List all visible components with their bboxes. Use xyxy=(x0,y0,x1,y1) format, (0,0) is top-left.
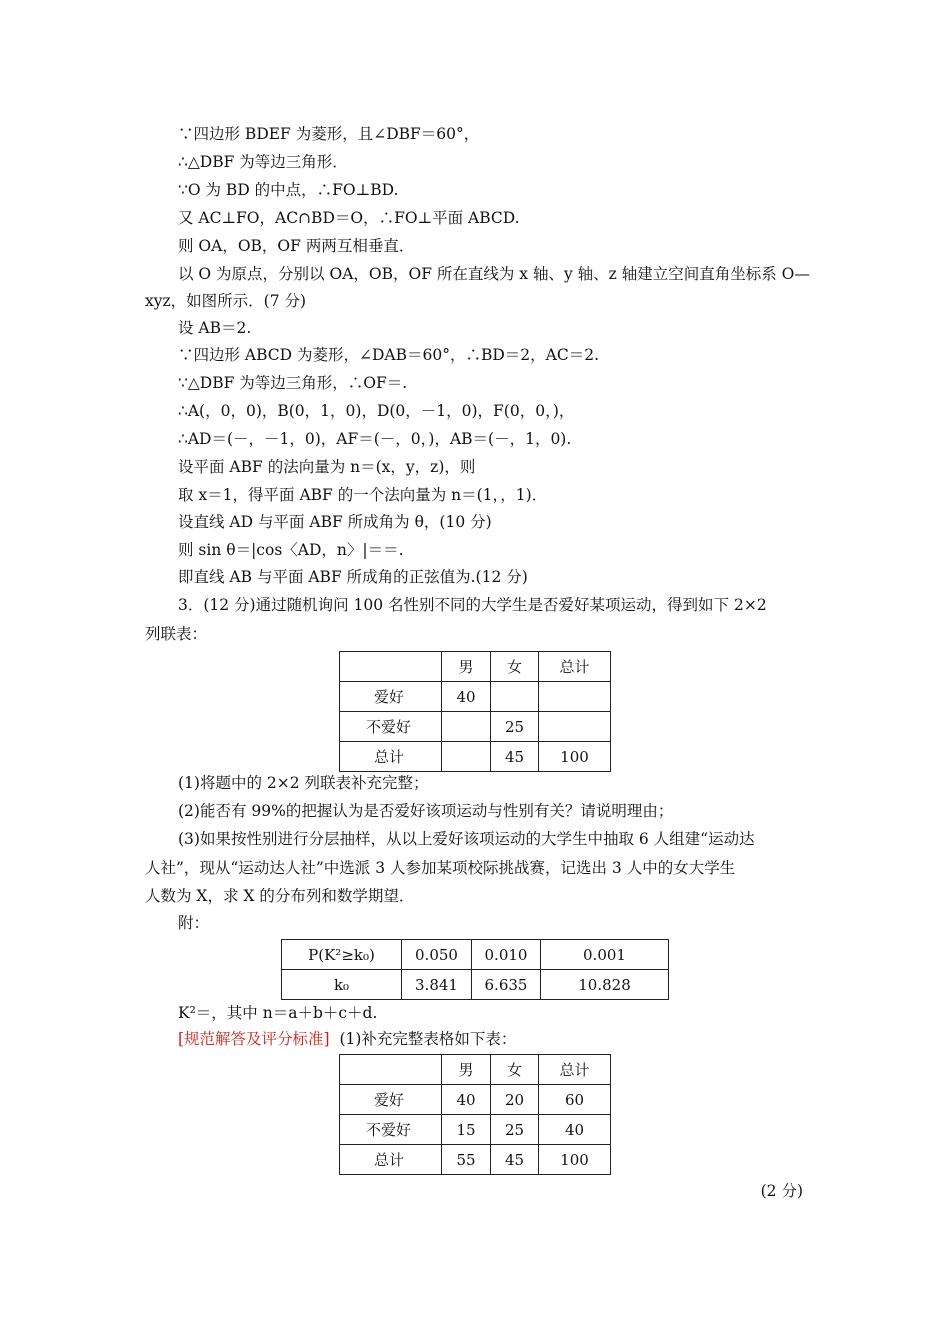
text-line: ∵O 为 BD 的中点，∴FO⊥BD. xyxy=(178,181,399,199)
table-cell: 爱好 xyxy=(340,1085,442,1115)
table-row xyxy=(340,1145,611,1175)
table-cell: 男 xyxy=(442,652,491,682)
table-cell xyxy=(442,742,491,772)
table-cell: 20 xyxy=(491,1085,539,1115)
score-note: (2 分) xyxy=(760,1182,803,1200)
table-cell xyxy=(539,712,611,742)
table-cell: 总计 xyxy=(340,742,442,772)
table-cell: P(K²≥k₀) xyxy=(282,940,402,970)
table-cell: k₀ xyxy=(282,970,402,1000)
answer-tag: [规范解答及评分标准] xyxy=(178,1030,330,1048)
table-row xyxy=(340,742,611,772)
text-line: ∴△DBF 为等边三角形． xyxy=(178,153,348,171)
text-line: ∵△DBF 为等边三角形，∴OF＝. xyxy=(178,374,408,392)
table-cell: 100 xyxy=(539,1145,611,1175)
table-row xyxy=(340,712,611,742)
answer-intro: (1)补充完整表格如下表： xyxy=(339,1030,517,1048)
table-cell: 15 xyxy=(442,1115,491,1145)
text-line: xyz，如图所示．(7 分) xyxy=(145,292,307,310)
table-cell: 总计 xyxy=(539,1055,611,1085)
table-cell: 40 xyxy=(442,1085,491,1115)
text-line: 设直线 AD 与平面 ABF 所成角为 θ，(10 分) xyxy=(178,513,492,531)
table-row xyxy=(340,1115,611,1145)
text-line: 取 x＝1，得平面 ABF 的一个法向量为 n＝(1，，1)． xyxy=(178,486,548,504)
text-line: 设 AB＝2. xyxy=(178,319,252,337)
table-cell: 0.050 xyxy=(402,940,472,970)
table-cell: 总计 xyxy=(539,652,611,682)
table-cell: 男 xyxy=(442,1055,491,1085)
table-cell xyxy=(340,652,442,682)
table-cell: 60 xyxy=(539,1085,611,1115)
text-line: ∴AD＝(－，－1，0)，AF＝(－，0，)，AB＝(－，1，0). xyxy=(178,430,572,448)
table-cell: 45 xyxy=(491,1145,539,1175)
table-cell: 25 xyxy=(491,1115,539,1145)
table-cell xyxy=(539,682,611,712)
table-header-row xyxy=(340,652,611,682)
contingency-table xyxy=(339,651,611,772)
table-cell xyxy=(491,682,539,712)
table-cell: 0.001 xyxy=(541,940,669,970)
text-line: K²＝，其中 n＝a＋b＋c＋d. xyxy=(178,1004,378,1022)
table-cell: 25 xyxy=(491,712,539,742)
text-line: 以 O 为原点，分别以 OA，OB，OF 所在直线为 x 轴、y 轴、z 轴建立空间直角坐标系 O— xyxy=(178,265,810,283)
table-cell: 女 xyxy=(491,1055,539,1085)
table-cell xyxy=(442,712,491,742)
critical-value-table xyxy=(281,939,669,1000)
text-line: (1)将题中的 2×2 列联表补充完整； xyxy=(178,774,429,792)
table-cell xyxy=(340,1055,442,1085)
table-cell: 不爱好 xyxy=(340,712,442,742)
text-line: ∴A(，0，0)，B(0，1，0)，D(0，－1，0)，F(0，0，)， xyxy=(178,402,575,420)
text-line: 设平面 ABF 的法向量为 n＝(x，y，z)，则 xyxy=(178,458,476,476)
table-cell: 0.010 xyxy=(472,940,541,970)
table-cell: 10.828 xyxy=(541,970,669,1000)
text-line: 又 AC⊥FO，AC∩BD＝O，∴FO⊥平面 ABCD. xyxy=(178,209,520,227)
text-line xyxy=(178,1029,516,1049)
text-line: 列联表： xyxy=(145,625,208,643)
table-cell: 女 xyxy=(491,652,539,682)
table-cell: 55 xyxy=(442,1145,491,1175)
table-cell: 40 xyxy=(539,1115,611,1145)
table-cell: 45 xyxy=(491,742,539,772)
text-line: 人数为 X，求 X 的分布列和数学期望． xyxy=(145,887,415,905)
table-cell: 6.635 xyxy=(472,970,541,1000)
table-cell: 3.841 xyxy=(402,970,472,1000)
table-cell: 爱好 xyxy=(340,682,442,712)
text-line: 则 OA，OB，OF 两两互相垂直． xyxy=(178,237,415,255)
text-line: ∵四边形 ABCD 为菱形，∠DAB＝60°，∴BD＝2，AC＝2. xyxy=(178,346,600,364)
table-cell: 不爱好 xyxy=(340,1115,442,1145)
table-row xyxy=(340,1085,611,1115)
table-header-row xyxy=(340,1055,611,1085)
table-cell: 总计 xyxy=(340,1145,442,1175)
table-cell: 100 xyxy=(539,742,611,772)
text-line: 则 sin θ＝|cos〈AD，n〉|＝＝. xyxy=(178,541,404,559)
text-line: (3)如果按性别进行分层抽样，从以上爱好该项运动的大学生中抽取 6 人组建“运动达 xyxy=(178,830,755,848)
text-line: 附： xyxy=(178,914,210,932)
completed-table xyxy=(339,1054,611,1175)
text-line: 3．(12 分)通过随机询问 100 名性别不同的大学生是否爱好某项运动，得到如下 2×2 xyxy=(178,596,767,614)
table-row xyxy=(282,970,669,1000)
table-row xyxy=(340,682,611,712)
text-line: (2)能否有 99%的把握认为是否爱好该项运动与性别有关？请说明理由； xyxy=(178,802,674,820)
text-line: 即直线 AB 与平面 ABF 所成角的正弦值为.(12 分) xyxy=(178,568,528,586)
table-row xyxy=(282,940,669,970)
table-cell: 40 xyxy=(442,682,491,712)
text-line: ∵四边形 BDEF 为菱形，且∠DBF＝60°， xyxy=(178,125,480,143)
text-line: 人社”，现从“运动达人社”中选派 3 人参加某项校际挑战赛，记选出 3 人中的女大学生 xyxy=(145,859,736,877)
